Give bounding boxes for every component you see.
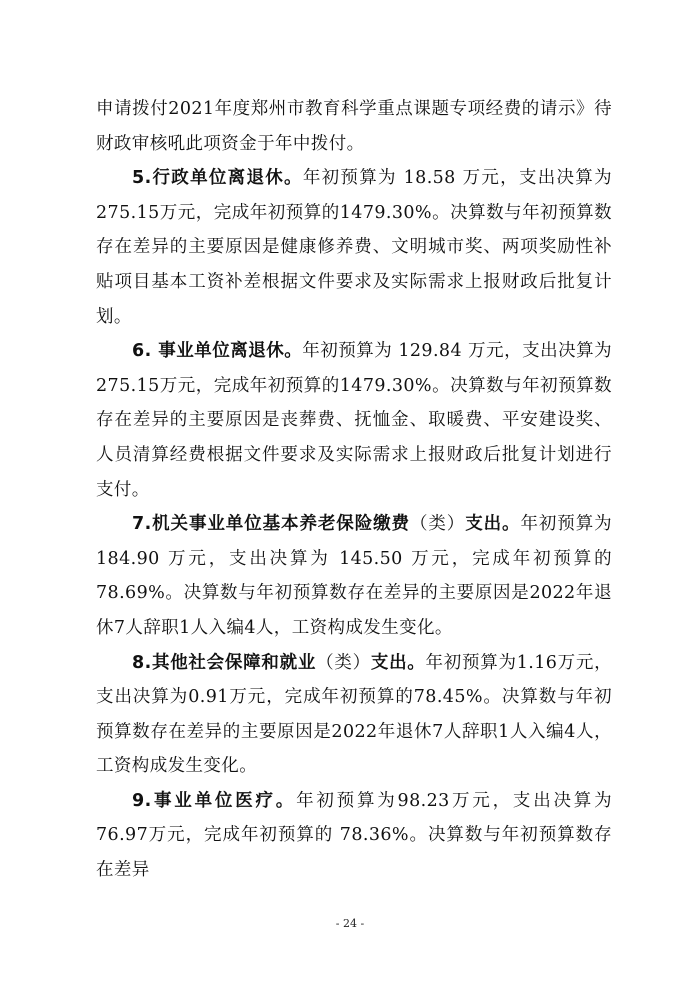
- section-8-heading: 8.其他社会保障和就业: [132, 652, 317, 673]
- section-8-heading-paren: （类）: [316, 652, 371, 673]
- section-5-heading: 5.行政单位离退休。: [132, 168, 303, 189]
- section-7-heading-paren: （类）: [409, 514, 466, 535]
- section-8-paragraph: [96, 646, 612, 784]
- section-9-body: 年初预算为98.23万元，支出决算为76.97万元，完成年初预算的 78.36%。决算数与年初预算数存在差异: [96, 790, 612, 881]
- section-9-paragraph: [96, 784, 612, 888]
- section-7-heading: 7.机关事业单位基本养老保险缴费: [132, 514, 410, 535]
- section-5-body: 年初预算为 18.58 万元，支出决算为 275.15万元，完成年初预算的1479.30%。决算数与年初预算数存在差异的主要原因是健康修养费、文明城市奖、两项奖励性补贴项目基本工资补差根据文件要求及实际需求上报财政后批复计划。: [96, 168, 612, 327]
- section-6-body: 年初预算为 129.84 万元，支出决算为275.15万元，完成年初预算的1479.30%。决算数与年初预算数存在差异的主要原因是丧葬费、抚恤金、取暖费、平安建设奖、人员清算经费根据文件要求及实际需求上报财政后批复计划进行支付。: [96, 341, 612, 500]
- document-body: [96, 92, 612, 888]
- page-number: - 24 -: [335, 917, 365, 930]
- section-6-heading: 6. 事业单位离退休。: [132, 341, 303, 362]
- continuation-paragraph: 申请拨付2021年度郑州市教育科学重点课题专项经费的请示》待财政审核吼此项资金于年中拨付。: [96, 99, 612, 154]
- section-7-heading-tail: 支出。: [465, 514, 521, 535]
- section-7-paragraph: [96, 507, 612, 645]
- section-8-body: 年初预算为1.16万元，支出决算为0.91万元，完成年初预算的78.45%。决算数与年初预算数存在差异的主要原因是2022年退休7人辞职1人入编4人，工资构成发生变化。: [96, 652, 613, 777]
- section-5-paragraph: [96, 161, 612, 334]
- section-6-paragraph: [96, 334, 612, 507]
- section-8-heading-tail: 支出。: [370, 652, 426, 673]
- section-9-heading: 9.事业单位医疗。: [132, 790, 297, 811]
- section-7-body: 年初预算为 184.90 万元，支出决算为 145.50 万元，完成年初预算的78.69%。决算数与年初预算数存在差异的主要原因是2022年退休7人辞职1人入编4人，工资构成发生变化。: [96, 514, 613, 638]
